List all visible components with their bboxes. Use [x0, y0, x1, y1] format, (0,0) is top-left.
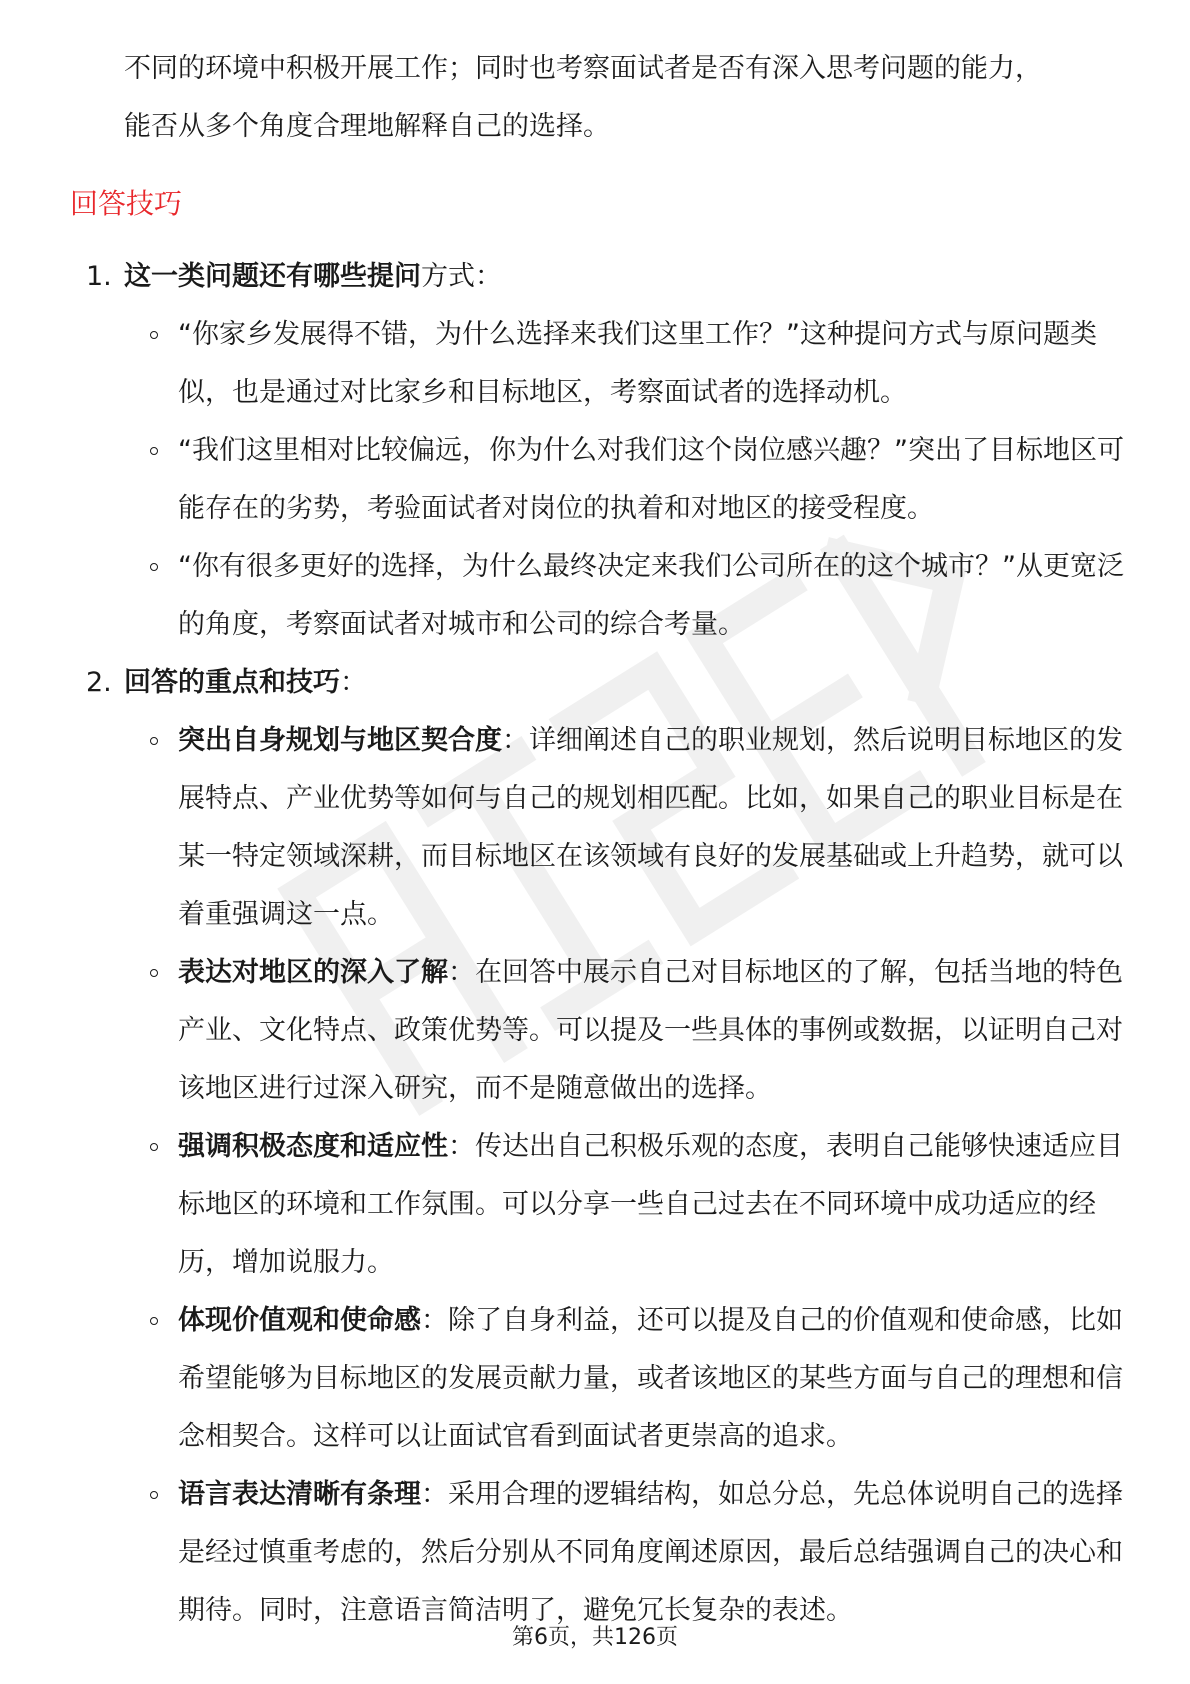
- item-title-rest: 方式：: [421, 261, 502, 292]
- sub-item: [0, 422, 1190, 538]
- sub-item-text: [178, 944, 1140, 1118]
- sub-item-text: [178, 712, 1140, 944]
- sub-item-text: [178, 1466, 1140, 1640]
- sub-item: [0, 944, 1190, 1118]
- sub-item-text: “你有很多更好的选择，为什么最终决定来我们公司所在的这个城市？”从更宽泛的角度，考察面试者对城市和公司的综合考量。: [178, 551, 1124, 640]
- hollow-bullet-icon: [150, 1491, 158, 1499]
- item-number: 2.: [86, 667, 112, 698]
- sub-item-text: [178, 1118, 1140, 1292]
- intro-line: 能否从多个角度合理地解释自己的选择。: [124, 111, 610, 142]
- sub-item-body: ：详细阐述自己的职业规划，然后说明目标地区的发展特点、产业优势等如何与自己的规划相匹配。比如，如果自己的职业目标是在某一特定领域深耕，而目标地区在该领域有良好的发展基础或上升趋势，就可以着重强调这一点。: [178, 725, 1123, 930]
- section-title: 回答技巧: [70, 187, 183, 220]
- hollow-bullet-icon: [150, 737, 158, 745]
- hollow-bullet-icon: [150, 447, 158, 455]
- sub-item-lead: 表达对地区的深入了解: [178, 957, 448, 988]
- sub-item-body: ：在回答中展示自己对目标地区的了解，包括当地的特色产业、文化特点、政策优势等。可以提及一些具体的事例或数据，以证明自己对该地区进行过深入研究，而不是随意做出的选择。: [178, 957, 1123, 1104]
- sub-item-text: “我们这里相对比较偏远，你为什么对我们这个岗位感兴趣？”突出了目标地区可能存在的劣势，考验面试者对岗位的执着和对地区的接受程度。: [178, 435, 1124, 524]
- intro-line: 不同的环境中积极开展工作；同时也考察面试者是否有深入思考问题的能力，: [124, 53, 1042, 84]
- item-title-rest: ：: [340, 667, 367, 698]
- hollow-bullet-icon: [150, 563, 158, 571]
- list-item-2: [0, 654, 1190, 1640]
- item-title-bold: 这一类问题还有哪些提问: [124, 261, 421, 292]
- item-heading: [0, 654, 1190, 712]
- sub-item: [0, 712, 1190, 944]
- sub-item: [0, 1118, 1190, 1292]
- intro-paragraph: [124, 40, 1124, 156]
- sub-item-body: ：传达出自己积极乐观的态度，表明自己能够快速适应目标地区的环境和工作氛围。可以分享一些自己过去在不同环境中成功适应的经历，增加说服力。: [178, 1131, 1123, 1278]
- sub-item-body: ：除了自身利益，还可以提及自己的价值观和使命感，比如希望能够为目标地区的发展贡献力量，或者该地区的某些方面与自己的理想和信念相契合。这样可以让面试官看到面试者更崇高的追求。: [178, 1305, 1123, 1452]
- sub-item-body: ：采用合理的逻辑结构，如总分总，先总体说明自己的选择是经过慎重考虑的，然后分别从不同角度阐述原因，最后总结强调自己的决心和期待。同时，注意语言简洁明了，避免冗长复杂的表述。: [178, 1479, 1123, 1626]
- item-heading: [0, 248, 1190, 306]
- list-item-1: [0, 248, 1190, 654]
- hollow-bullet-icon: [150, 1143, 158, 1151]
- item-title: [124, 654, 367, 712]
- sub-item-text: [178, 1292, 1140, 1466]
- hollow-bullet-icon: [150, 969, 158, 977]
- item-number: 1.: [86, 261, 112, 292]
- sub-item: [0, 1466, 1190, 1640]
- sub-item-lead: 突出自身规划与地区契合度: [178, 725, 502, 756]
- sub-item-lead: 语言表达清晰有条理: [178, 1479, 421, 1510]
- sub-item: [0, 306, 1190, 422]
- item-title: [124, 248, 502, 306]
- tips-list: [0, 248, 1190, 1640]
- sub-list: [0, 712, 1190, 1640]
- sub-item: [0, 1292, 1190, 1466]
- page-number-footer: 第6页，共126页: [512, 1625, 678, 1650]
- sub-item-lead: 强调积极态度和适应性: [178, 1131, 448, 1162]
- hollow-bullet-icon: [150, 331, 158, 339]
- sub-item: [0, 538, 1190, 654]
- sub-item-lead: 体现价值观和使命感: [178, 1305, 421, 1336]
- item-title-bold: 回答的重点和技巧: [124, 667, 340, 698]
- sub-item-text: “你家乡发展得不错，为什么选择来我们这里工作？”这种提问方式与原问题类似，也是通过对比家乡和目标地区，考察面试者的选择动机。: [178, 319, 1097, 408]
- sub-list: [0, 306, 1190, 654]
- hollow-bullet-icon: [150, 1317, 158, 1325]
